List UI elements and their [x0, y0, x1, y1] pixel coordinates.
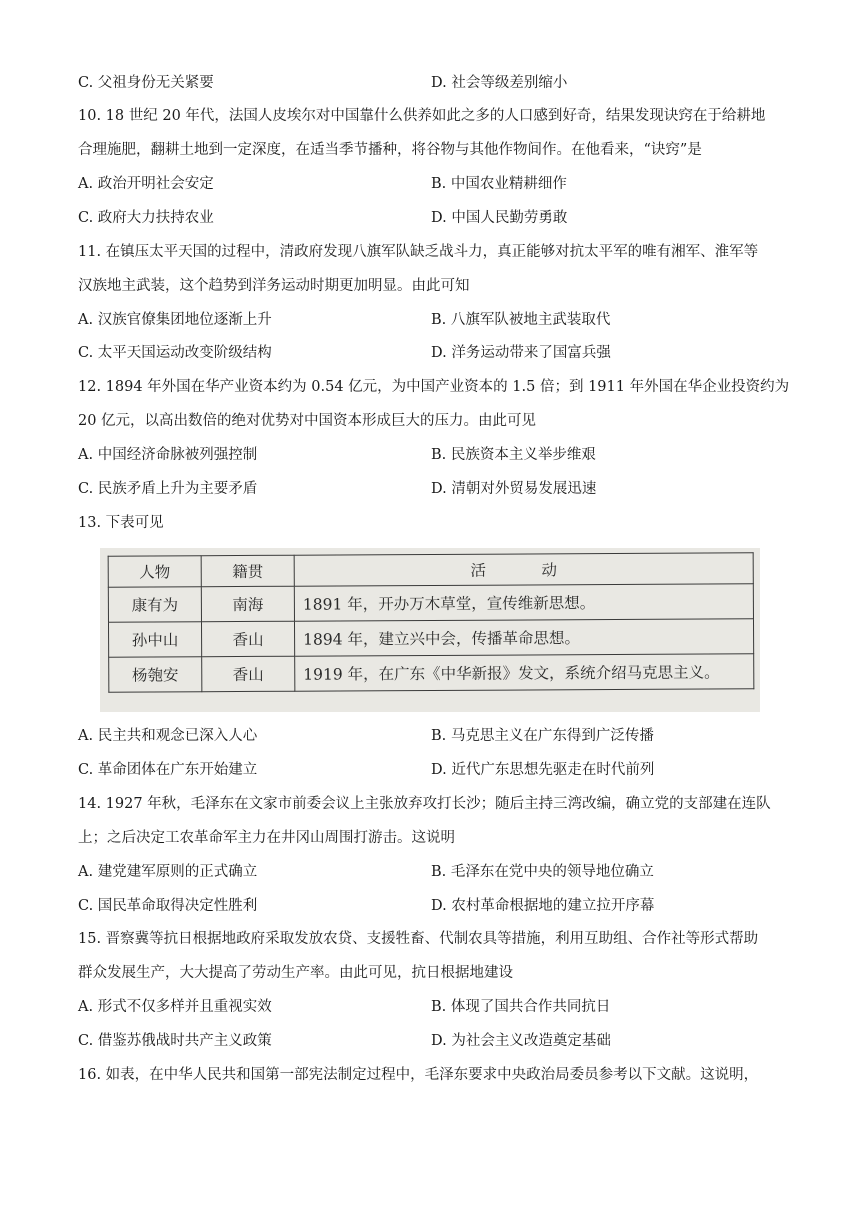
q13-option-a[interactable]: A. 民主共和观念已深入人心 [78, 728, 258, 744]
q12-option-c[interactable]: C. 民族矛盾上升为主要矛盾 [78, 481, 258, 497]
table-cell: 1891 年，开办万木草堂，宣传维新思想。 [294, 584, 753, 621]
table-row [108, 619, 753, 657]
q10-option-d[interactable]: D. 中国人民勤劳勇敢 [431, 210, 568, 226]
q11-option-c[interactable]: C. 太平天国运动改变阶级结构 [78, 345, 272, 361]
q10-stem-line-2: 合理施肥，翻耕土地到一定深度，在适当季节播种，将谷物与其他作物间作。在他看来，“诀窍”是 [78, 142, 702, 158]
q12-option-d[interactable]: D. 清朝对外贸易发展迅速 [431, 481, 597, 497]
q15-stem-line-2: 群众发展生产，大大提高了劳动生产率。由此可见，抗日根据地建设 [78, 965, 513, 981]
q15-option-c[interactable]: C. 借鉴苏俄战时共产主义政策 [78, 1033, 272, 1049]
q9-option-c[interactable]: C. 父祖身份无关紧要 [78, 75, 214, 91]
q13-option-c[interactable]: C. 革命团体在广东开始建立 [78, 762, 258, 778]
table-row [108, 584, 753, 622]
q15-option-b[interactable]: B. 体现了国共合作共同抗日 [431, 999, 611, 1015]
q11-option-b[interactable]: B. 八旗军队被地主武装取代 [431, 312, 611, 328]
table-cell: 康有为 [108, 587, 201, 622]
table-header-cell: 籍贯 [201, 555, 294, 586]
table-cell: 南海 [201, 586, 294, 621]
table-header-row [108, 553, 753, 587]
table-header-cell: 人物 [108, 556, 201, 587]
q13-table [108, 552, 755, 692]
table-cell: 香山 [201, 621, 294, 656]
q12-option-b[interactable]: B. 民族资本主义举步维艰 [431, 447, 596, 463]
q16-stem-line-1: 16. 如表，在中华人民共和国第一部宪法制定过程中，毛泽东要求中央政治局委员参考以下文献。这说明， [78, 1067, 759, 1083]
table-cell: 孙中山 [108, 622, 201, 657]
table-cell: 1894 年，建立兴中会，传播革命思想。 [294, 619, 753, 656]
q14-stem-line-1: 14. 1927 年秋，毛泽东在文家市前委会议上主张放弃攻打长沙；随后主持三湾改编，确立党的支部建在连队 [78, 796, 771, 812]
q11-stem-line-2: 汉族地主武装，这个趋势到洋务运动时期更加明显。由此可知 [78, 278, 470, 294]
table-cell: 杨匏安 [109, 657, 202, 692]
q13-option-d[interactable]: D. 近代广东思想先驱走在时代前列 [431, 762, 655, 778]
q15-stem-line-1: 15. 晋察冀等抗日根据地政府采取发放农贷、支援牲畜、代制农具等措施，利用互助组、合作社等形式帮助 [78, 931, 759, 947]
q13-table-photo [100, 548, 760, 712]
q11-option-d[interactable]: D. 洋务运动带来了国富兵强 [431, 345, 611, 361]
table-row [109, 654, 754, 692]
q14-option-b[interactable]: B. 毛泽东在党中央的领导地位确立 [431, 864, 654, 880]
table-header-cell: 活 动 [294, 553, 753, 586]
q10-option-c[interactable]: C. 政府大力扶持农业 [78, 210, 214, 226]
q11-stem-line-1: 11. 在镇压太平天国的过程中，清政府发现八旗军队缺乏战斗力，真正能够对抗太平军的唯有湘军、淮军等 [78, 244, 759, 260]
q9-option-d[interactable]: D. 社会等级差别缩小 [431, 75, 568, 91]
q12-stem-line-1: 12. 1894 年外国在华产业资本约为 0.54 亿元，为中国产业资本的 1.5 倍；到 1911 年外国在华企业投资约为 [78, 379, 790, 395]
q11-option-a[interactable]: A. 汉族官僚集团地位逐渐上升 [78, 312, 272, 328]
q10-option-a[interactable]: A. 政治开明社会安定 [78, 176, 214, 192]
q12-option-a[interactable]: A. 中国经济命脉被列强控制 [78, 447, 258, 463]
q15-option-d[interactable]: D. 为社会主义改造奠定基础 [431, 1033, 611, 1049]
table-cell: 1919 年，在广东《中华新报》发文，系统介绍马克思主义。 [295, 654, 754, 691]
q14-option-c[interactable]: C. 国民革命取得决定性胜利 [78, 898, 258, 914]
q14-option-a[interactable]: A. 建党建军原则的正式确立 [78, 864, 258, 880]
q10-option-b[interactable]: B. 中国农业精耕细作 [431, 176, 567, 192]
q10-stem-line-1: 10. 18 世纪 20 年代，法国人皮埃尔对中国靠什么供养如此之多的人口感到好奇，结果发现诀窍在于给耕地 [78, 108, 766, 124]
q13-stem-line-1: 13. 下表可见 [78, 515, 164, 531]
q14-option-d[interactable]: D. 农村革命根据地的建立拉开序幕 [431, 898, 655, 914]
q14-stem-line-2: 上；之后决定工农革命军主力在井冈山周围打游击。这说明 [78, 830, 455, 846]
q13-option-b[interactable]: B. 马克思主义在广东得到广泛传播 [431, 728, 654, 744]
q12-stem-line-2: 20 亿元，以高出数倍的绝对优势对中国资本形成巨大的压力。由此可见 [78, 413, 537, 429]
q15-option-a[interactable]: A. 形式不仅多样并且重视实效 [78, 999, 272, 1015]
table-cell: 香山 [202, 656, 295, 691]
